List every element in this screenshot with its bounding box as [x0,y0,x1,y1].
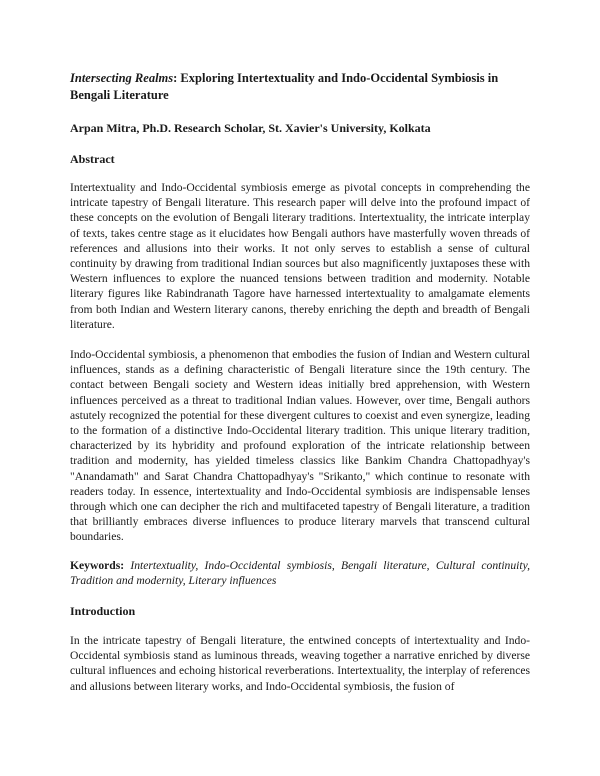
paper-title-rest: : Exploring Intertextuality and Indo-Occidental Symbiosis in Bengali Literature [70,71,499,102]
paper-title [70,70,530,104]
introduction-heading: Introduction [70,604,136,619]
keywords-label: Keywords: [70,558,125,572]
abstract-paragraph-1: Intertextuality and Indo-Occidental symbiosis emerge as pivotal concepts in comprehending the intricate tapestry of Bengali literature. This research paper will delve into the profound impact of these concepts on the evolution of Bengali literary traditions. Intertextuality, the intricate interplay of texts, takes centre stage as it elucidates how Bengali authors have masterfully woven threads of references and allusions into their works. It not only serves to establish a sense of cultural continuity by drawing from traditional Indian sources but also magnificently juxtaposes these with Western influences to explore the nuanced tensions between tradition and modernity. Notable literary figures like Rabindranath Tagore have harnessed intertextuality to amalgamate elements from both Indian and Western literary canons, thereby enriching the depth and breadth of Bengali literature. [70,181,530,331]
introduction-paragraph-1: In the intricate tapestry of Bengali literature, the entwined concepts of intertextuality and Indo-Occidental symbiosis stand as luminous threads, weaving together a narrative enriched by diverse cultural influences and echoing historical reverberations. Intertextuality, the interplay of references and allusions between literary works, and Indo-Occidental symbiosis, the fusion of [70,634,530,693]
author-line: Arpan Mitra, Ph.D. Research Scholar, St. Xavier's University, Kolkata [70,121,431,135]
paper-title-italic: Intersecting Realms [70,71,174,85]
abstract-paragraph-2: Indo-Occidental symbiosis, a phenomenon that embodies the fusion of Indian and Western cultural influences, stands as a defining characteristic of Bengali literature since the 19th century. The contact between Bengali society and Western ideas initially bred apprehension, with Western influences perceived as a threat to traditional Indian values. However, over time, Bengali authors astutely recognized the potential for these divergent cultures to coexist and even synergize, leading to the formation of a distinctive Indo-Occidental literary tradition. This unique literary tradition, characterized by its hybridity and profound exploration of the intricate relationship between tradition and modernity, has yielded timeless classics like Bankim Chandra Chattopadhyay's "Anandamath" and Sarat Chandra Chattopadhyay's "Srikanto," which continue to resonate with readers today. In essence, intertextuality and Indo-Occidental symbiosis are indispensable lenses through which one can decipher the rich and multifaceted tapestry of Bengali literature, a tradition that brilliantly embraces diverse influences to produce literary marvels that transcend cultural boundaries. [70,348,530,544]
abstract-heading: Abstract [70,152,115,166]
keywords-list: Intertextuality, Indo-Occidental symbiosis, Bengali literature, Cultural continuity, Tradition and modernity, Literary influences [70,558,530,587]
page-content [70,70,530,694]
keywords [70,558,530,588]
